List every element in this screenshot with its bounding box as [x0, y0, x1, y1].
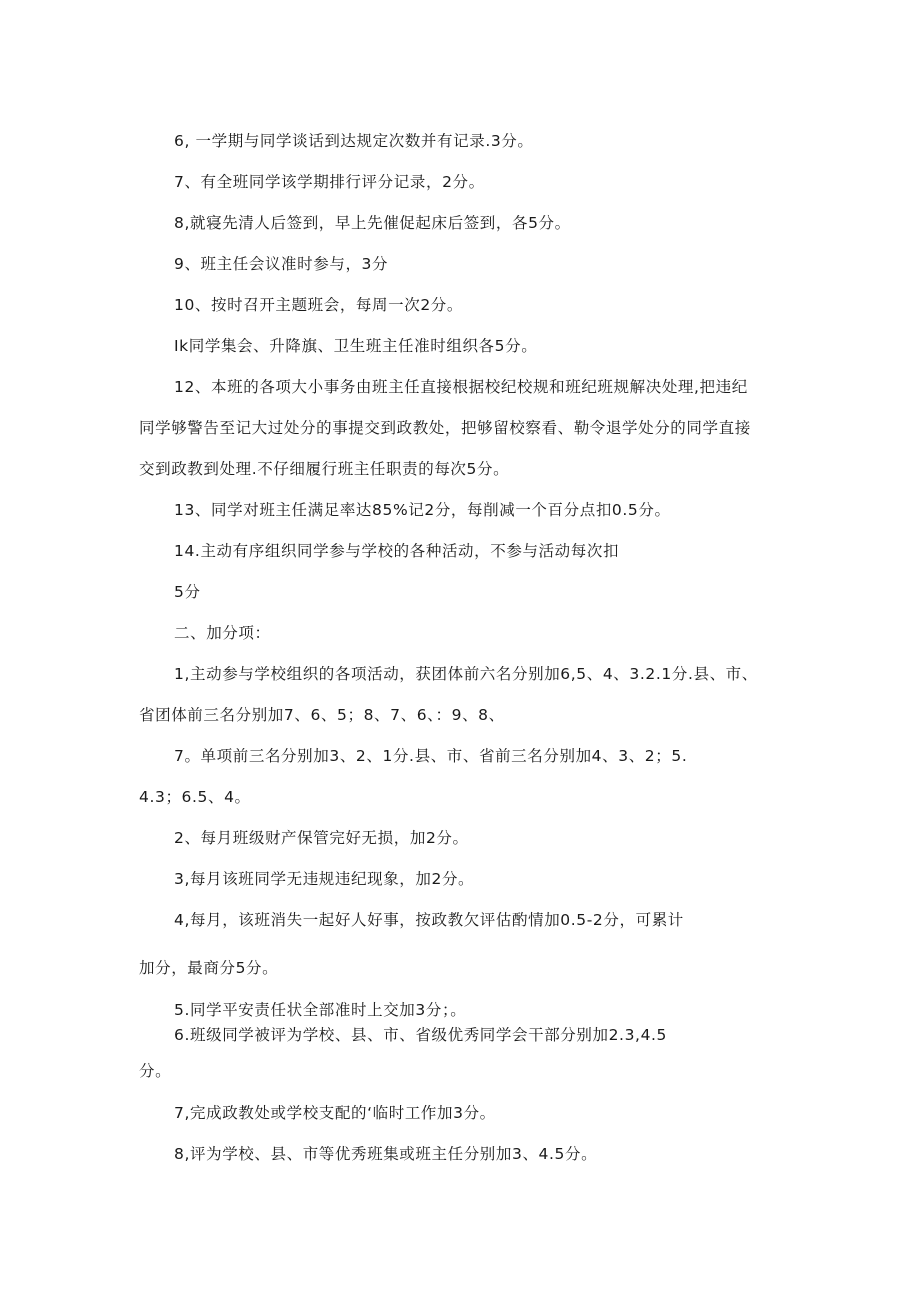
bonus-6-line-2: 分。 — [139, 1062, 172, 1080]
item-14-line-2: 5分 — [174, 583, 201, 601]
bonus-5-safety: 5.同学平安责任状全部准时上交加3分；。 — [174, 1001, 467, 1019]
bonus-6-line-1: 6.班级同学被评为学校、县、市、省级优秀同学会干部分别加2.3,4.5 — [174, 1026, 668, 1044]
bonus-1-line-4: 4.3；6.5、4。 — [139, 788, 251, 806]
section-heading-bonus: 二、加分项： — [174, 624, 271, 642]
item-12-line-2: 同学够警告至记大过处分的事提交到政教处，把够留校察看、勒令退学处分的同学直接 — [139, 419, 751, 437]
item-7-ranking-record: 7、有全班同学该学期排行评分记录，2分。 — [174, 173, 485, 191]
item-12-line-1: 12、本班的各项大小事务由班主任直接根据校纪校规和班纪班规解决处理,把违纪 — [174, 378, 748, 396]
item-6-talks: 6, 一学期与同学谈话到达规定次数并有记录.3分。 — [174, 132, 534, 150]
bonus-3-no-violations: 3,每月该班同学无违规违纪现象，加2分。 — [174, 870, 475, 888]
bonus-7-temporary-work: 7,完成政教处或学校支配的‘临时工作加3分。 — [174, 1104, 496, 1122]
item-9-meeting: 9、班主任会议准时参与，3分 — [174, 255, 389, 273]
bonus-4-line-2: 加分，最商分5分。 — [139, 959, 279, 977]
item-12-line-3: 交到政教到处理.不仔细履行班主任职责的每次5分。 — [139, 460, 510, 478]
item-13-satisfaction: 13、同学对班主任满足率达85%记2分，每削减一个百分点扣0.5分。 — [174, 501, 671, 519]
bonus-1-line-1: 1,主动参与学校组织的各项活动，获团体前六名分别加6,5、4、3.2.1分.县、市、 — [174, 665, 758, 683]
bonus-8-excellent-class: 8,评为学校、县、市等优秀班集或班主任分别加3、4.5分。 — [174, 1145, 598, 1163]
bonus-1-line-2: 省团体前三名分别加7、6、5；8、7、6、：9、8、 — [139, 706, 505, 724]
item-10-class-meeting: 10、按时召开主题班会，每周一次2分。 — [174, 296, 463, 314]
bonus-1-line-3: 7。单项前三名分别加3、2、1分.县、市、省前三名分别加4、3、2；5. — [174, 747, 688, 765]
item-8-sign-in: 8,就寝先清人后签到，早上先催促起床后签到，各5分。 — [174, 214, 571, 232]
item-14-line-1: 14.主动有序组织同学参与学校的各种活动，不参与活动每次扣 — [174, 542, 620, 560]
bonus-4-line-1: 4,每月，该班消失一起好人好事，按政教欠评估酌情加0.5-2分，可累计 — [174, 911, 684, 929]
bonus-2-property: 2、每月班级财产保管完好无损，加2分。 — [174, 829, 469, 847]
item-11-assembly: Ik同学集会、升降旗、卫生班主任准时组织各5分。 — [174, 337, 538, 355]
